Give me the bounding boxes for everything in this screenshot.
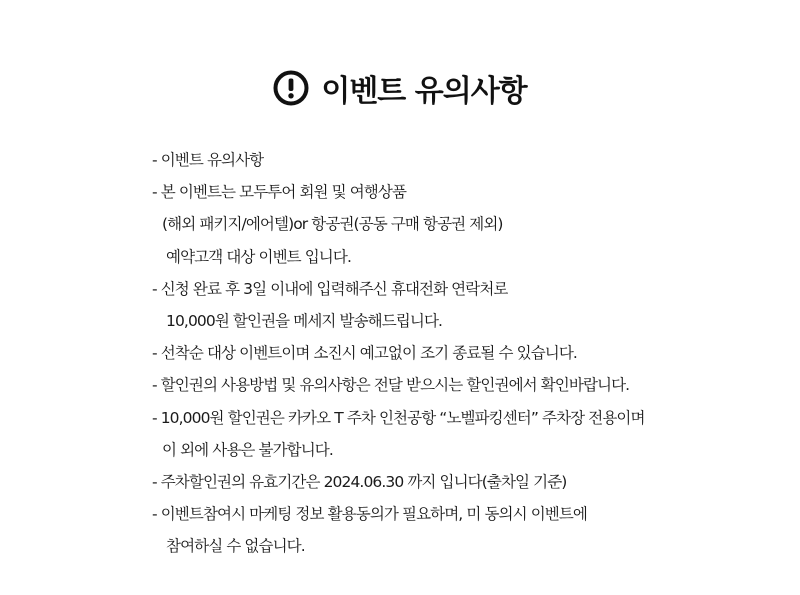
notice-line-continued: 10,000원 할인권을 메세지 발송해드립니다. [166,311,443,330]
notice-line-continued: 참여하실 수 없습니다. [166,537,305,556]
notice-line: - 본 이벤트는 모두투어 회원 및 여행상품 [152,183,407,202]
notice-line: - 선착순 대상 이벤트이며 소진시 예고없이 조기 종료될 수 있습니다. [152,344,577,363]
notice-line: - 10,000원 할인권은 카카오 T 주차 인천공항 “노벨파킹센터” 주차장 전용이며 [152,408,645,427]
notice-line-continued: 예약고객 대상 이벤트 입니다. [166,247,351,266]
notice-line-continued: (해외 패키지/에어텔)or 항공권(공동 구매 항공권 제외) [162,215,503,234]
notice-header [0,66,800,110]
notice-line-continued: 이 외에 사용은 불가합니다. [162,440,333,459]
exclamation-circle-icon [273,70,309,106]
notice-line: - 이벤트참여시 마케팅 정보 활용동의가 필요하며, 미 동의시 이벤트에 [152,505,587,524]
notice-line: - 할인권의 사용방법 및 유의사항은 전달 받으시는 할인권에서 확인바랍니다. [152,376,630,395]
notice-line: - 주차할인권의 유효기간은 2024.06.30 까지 입니다(출차일 기준) [152,472,567,491]
page-title: 이벤트 유의사항 [321,74,527,109]
notice-line: - 이벤트 유의사항 [152,151,264,169]
notice-list [152,144,752,562]
notice-line: - 신청 완료 후 3일 이내에 입력해주신 휴대전화 연락처로 [152,279,508,298]
